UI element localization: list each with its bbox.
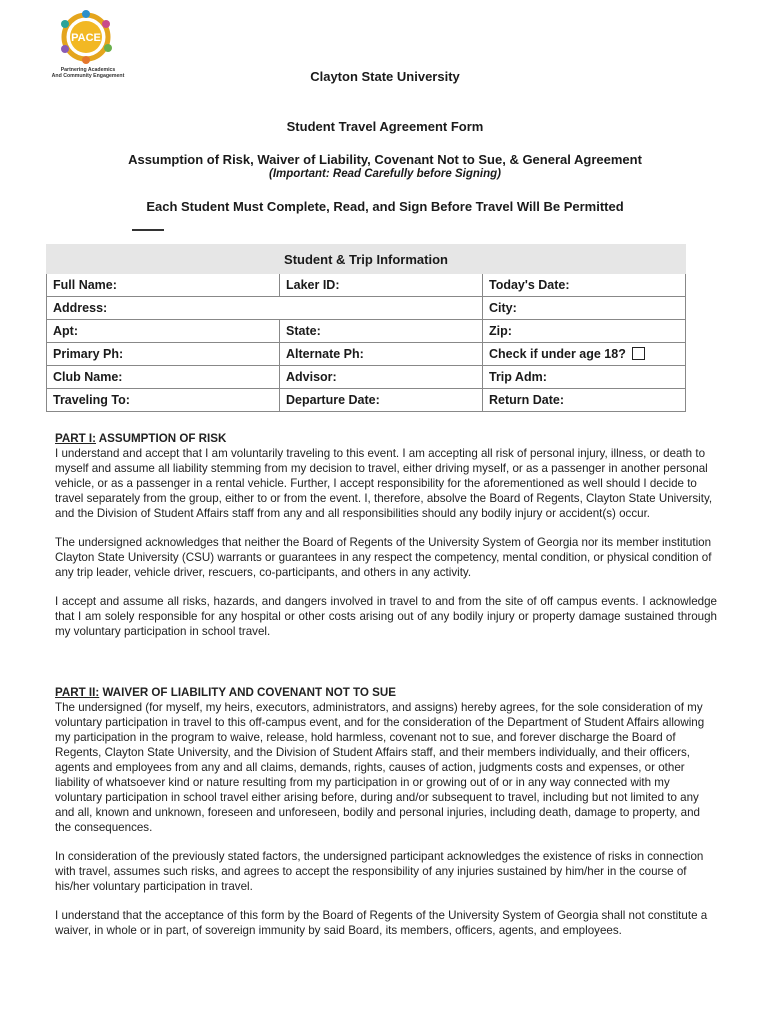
full-name-field[interactable]: Full Name: (47, 274, 280, 297)
part2-section (55, 685, 717, 938)
under-18-label: Check if under age 18? (489, 347, 626, 361)
part1-label: PART I: (55, 432, 97, 445)
primary-phone-field[interactable]: Primary Ph: (47, 343, 280, 366)
part1-paragraph-1: I understand and accept that I am voluntarily traveling to this event. I am accepting all risk of personal injury, illness, or death to myself and assume all liability stemming from my decision to travel, either driving myself, or as a passenger in another personal vehicle, or as a passenger in a rental vehicle. Further, I accept responsibility for the aforementioned as well should I decide to travel separately from the group, either to or from the event. I, therefore, absolve the Board of Regents, Clayton State University, and the Division of Student Affairs staff from any and all responsibilities should any bodily injury or accident(s) occur. (55, 447, 713, 520)
instruction-heading: Each Student Must Complete, Read, and Sign Before Travel Will Be Permitted (146, 199, 624, 214)
city-field[interactable]: City: (483, 297, 686, 320)
table-row (47, 274, 686, 297)
part2-label: PART II: (55, 686, 100, 699)
departure-date-field[interactable]: Departure Date: (280, 389, 483, 412)
part1-paragraph-2: The undersigned acknowledges that neither the Board of Regents of the University System of Georgia nor its member institution Clayton State University (CSU) warrants or guarantees in any respect the competency, mental condition, or physical condition of any trip leader, vehicle driver, rescuers, co-participants, and others in any activity. (55, 536, 712, 579)
table-row (47, 297, 686, 320)
todays-date-field[interactable]: Today's Date: (483, 274, 686, 297)
part1-section (55, 431, 717, 639)
alternate-phone-field[interactable]: Alternate Ph: (280, 343, 483, 366)
divider (132, 229, 164, 231)
trip-adm-field[interactable]: Trip Adm: (483, 366, 686, 389)
important-note: (Important: Read Carefully before Signing) (269, 168, 501, 180)
part2-paragraph-1: The undersigned (for myself, my heirs, executors, administrators, and assigns) hereby agrees, for the sole consideration of my voluntary participation in travel to this off-campus event, and for the consideration of the Department of Student Affairs allowing my participation in the program to waive, release, hold harmless, covenant not to sue, and forever discharge the Board of Regents, Clayton State University, and the Division of Student Affairs staff, and their members individually, and their officers, agents and employees from any and all claims, demands, rights, causes of action, judgments costs and expenses, or other liability of whatsoever kind or nature resulting from my participation in or growing out of or in any way connected with my voluntary participation in school travel either arising before, during and/or subsequent to travel, including but not limited to any and all, known and unknown, foreseen and unforeseen, bodily and personal injuries, including death, damage to property, and the consequences. (55, 701, 705, 834)
part2-paragraph-2: In consideration of the previously stated factors, the undersigned participant acknowledges the existence of risks in connection with travel, assumes such risks, and agrees to accept the responsibility of any injuries sustained by him/her in the course of his/her voluntary participation in travel. (55, 850, 704, 893)
apt-field[interactable]: Apt: (47, 320, 280, 343)
part2-title: WAIVER OF LIABILITY AND COVENANT NOT TO SUE (99, 686, 396, 699)
under-18-cell (483, 343, 686, 366)
return-date-field[interactable]: Return Date: (483, 389, 686, 412)
club-name-field[interactable]: Club Name: (47, 366, 280, 389)
traveling-to-field[interactable]: Traveling To: (47, 389, 280, 412)
pace-logo-mark (56, 8, 116, 66)
pace-tagline-line1: Partnering Academics (60, 67, 116, 73)
table-row (47, 366, 686, 389)
part1-title: ASSUMPTION OF RISK (96, 432, 227, 445)
form-title: Student Travel Agreement Form (286, 119, 484, 134)
agreement-title: Assumption of Risk, Waiver of Liability, Covenant Not to Sue, & General Agreement (128, 152, 642, 167)
table-title: Student & Trip Information (47, 245, 686, 274)
student-trip-info-table (46, 244, 686, 412)
part2-paragraph-3: I understand that the acceptance of this form by the Board of Regents of the University System of Georgia shall not constitute a waiver, in whole or in part, of sovereign immunity by said Board, its members, officers, agents, and employees. (55, 909, 708, 937)
table-row (47, 389, 686, 412)
part2-heading (55, 685, 717, 700)
laker-id-field[interactable]: Laker ID: (280, 274, 483, 297)
pace-logo-text: PACE (71, 32, 101, 44)
zip-field[interactable]: Zip: (483, 320, 686, 343)
address-field[interactable]: Address: (47, 297, 483, 320)
pace-tagline-line2: And Community Engagement (51, 73, 125, 79)
state-field[interactable]: State: (280, 320, 483, 343)
table-row (47, 320, 686, 343)
part1-heading (55, 431, 717, 446)
under-18-checkbox[interactable] (632, 347, 645, 360)
part1-paragraph-3: I accept and assume all risks, hazards, and dangers involved in travel to and from the site of off campus events. I acknowledge that I am solely responsible for any hospital or other costs arising out of any bodily injury or property damage sustained through my voluntary participation in school travel. (55, 595, 717, 638)
table-row (47, 343, 686, 366)
advisor-field[interactable]: Advisor: (280, 366, 483, 389)
university-name: Clayton State University (310, 69, 460, 84)
